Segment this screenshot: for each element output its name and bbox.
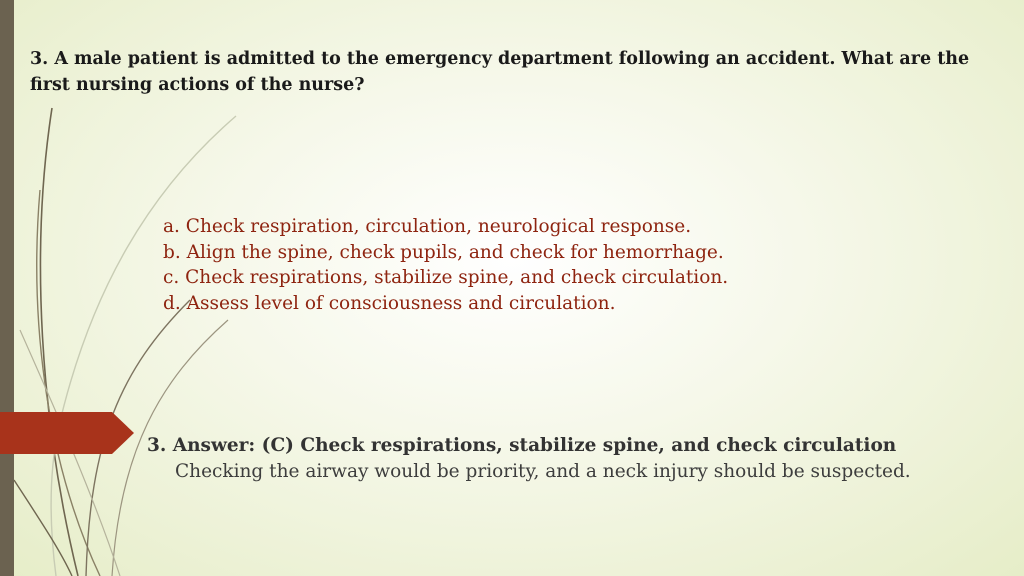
answer-arrow-marker (0, 412, 134, 454)
answer-title: 3. Answer: (C) Check respirations, stabilize spine, and check circulation (147, 435, 897, 456)
answer-explanation: Checking the airway would be priority, and a neck injury should be suspected. (175, 461, 911, 482)
answer-options (163, 214, 923, 316)
answer-block (147, 433, 1007, 485)
option-d: d. Assess level of consciousness and circulation. (163, 292, 616, 314)
question-text: 3. A male patient is admitted to the emergency department following an accident. What are the first nursing actions of the nurse? (30, 49, 970, 95)
option-c: c. Check respirations, stabilize spine, and check circulation. (163, 267, 729, 288)
option-a: a. Check respiration, circulation, neurological response. (163, 216, 692, 237)
option-b: b. Align the spine, check pupils, and check for hemorrhage. (163, 241, 724, 263)
